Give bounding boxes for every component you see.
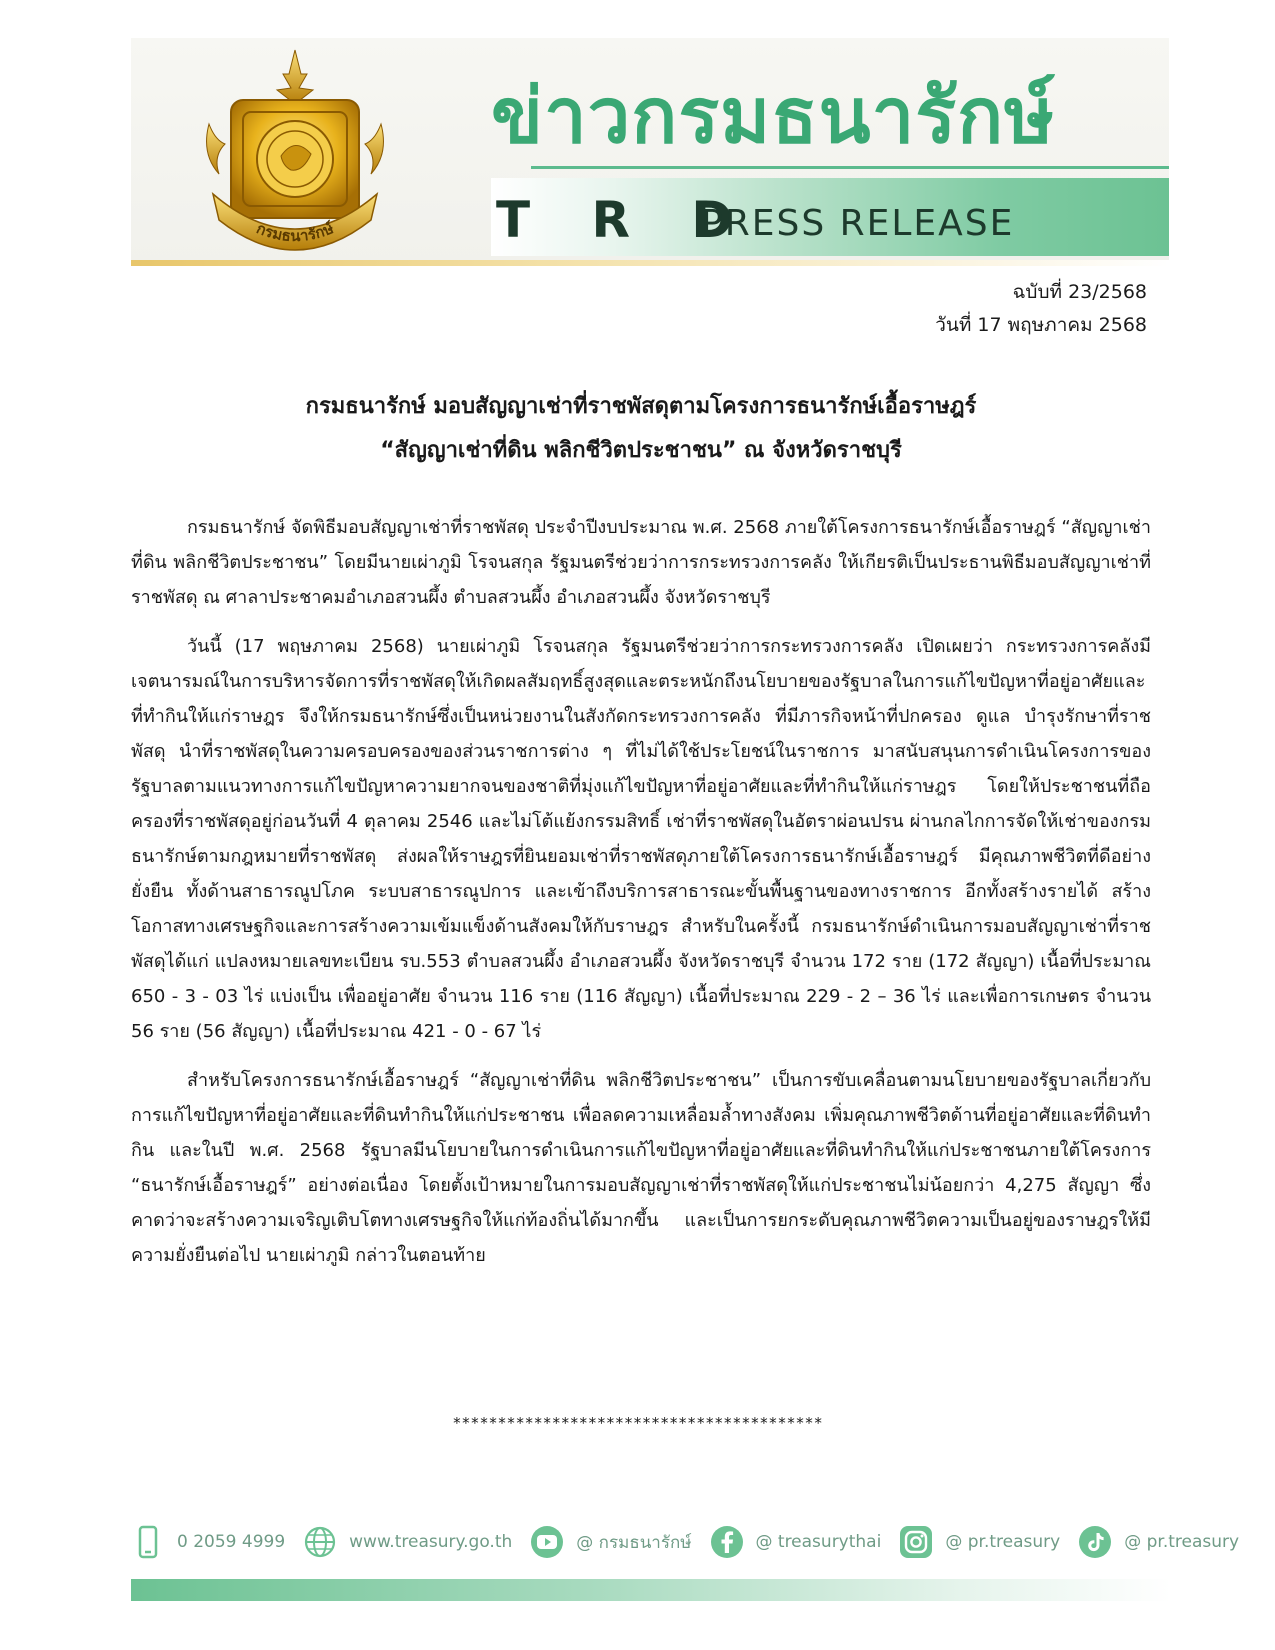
headline-line-1: กรมธนารักษ์ มอบสัญญาเช่าที่ราชพัสดุตามโครงการธนารักษ์เอื้อราษฎร์: [305, 394, 977, 419]
headline-line-2: “สัญญาเช่าที่ดิน พลิกชีวิตประชาชน” ณ จังหวัดราชบุรี: [380, 438, 902, 463]
instagram-handle: @ pr.treasury: [945, 1532, 1061, 1552]
footer-facebook[interactable]: [710, 1525, 882, 1559]
paragraph-1: กรมธนารักษ์ จัดพิธีมอบสัญญาเช่าที่ราชพัสดุ ประจำปีงบประมาณ พ.ศ. 2568 ภายใต้โครงการธนารักษ์เอื้อราษฎร์ “สัญญาเช่าที่ดิน พลิกชีวิตประชาชน” โดยมีนายเผ่าภูมิ โรจนสกุล รัฐมนตรีช่วยว่าการกระทรวงการคลัง ให้เกียรติเป็นประธานพิธีมอบสัญญาเช่าที่ราชพัสดุ ณ ศาลาประชาคมอำเภอสวนผึ้ง ตำบลสวนผึ้ง อำเภอสวนผึ้ง จังหวัดราชบุรี: [131, 517, 1151, 608]
issue-number: ฉบับที่ 23/2568: [1012, 281, 1147, 303]
end-separator: *****************************************: [452, 1414, 823, 1432]
phone-number: 0 2059 4999: [177, 1532, 286, 1552]
tiktok-icon: [1078, 1525, 1112, 1559]
footer-website[interactable]: [303, 1525, 512, 1559]
contact-footer: [131, 1520, 1240, 1564]
article-body: [131, 510, 1151, 1287]
banner-trd: T R D: [496, 191, 755, 249]
paragraph-3: สำหรับโครงการธนารักษ์เอื้อราษฎร์ “สัญญาเช่าที่ดิน พลิกชีวิตประชาชน” เป็นการขับเคลื่อนตามนโยบายของรัฐบาลเกี่ยวกับการแก้ไขปัญหาที่อยู่อาศัยและที่ดินทำกินให้แก่ประชาชน เพื่อลดความเหลื่อมล้ำทางสังคม เพิ่มคุณภาพชีวิตด้านที่อยู่อาศัยและที่ดินทำกิน และในปี พ.ศ. 2568 รัฐบาลมีนโยบายในการดำเนินการแก้ไขปัญหาที่อยู่อาศัยและที่ดินทำกินให้แก่ประชาชนภายใต้โครงการ “ธนารักษ์เอื้อราษฎร์” อย่างต่อเนื่อง โดยตั้งเป้าหมายในการมอบสัญญาเช่าที่ราชพัสดุให้แก่ประชาชนไม่น้อยกว่า 4,275 สัญญา ซึ่งคาดว่าจะสร้างความเจริญเติบโตทางเศรษฐกิจให้แก่ท้องถิ่นได้มากขึ้น และเป็นการยกระดับคุณภาพชีวิตความเป็นอยู่ของราษฎรให้มีความยั่งยืนต่อไป นายเผ่าภูมิ กล่าวในตอนท้าย: [131, 1070, 1151, 1266]
banner-rule: [531, 166, 1169, 169]
treasury-department-emblem: [195, 44, 395, 262]
footer-phone[interactable]: [131, 1525, 285, 1559]
youtube-icon: [530, 1525, 564, 1559]
youtube-handle: @ กรมธนารักษ์: [576, 1532, 692, 1553]
reference-block: [935, 276, 1147, 342]
banner-title-thai: ข่าวกรมธนารักษ์: [491, 71, 1056, 160]
globe-icon: [303, 1525, 337, 1559]
facebook-handle: @ treasurythai: [755, 1532, 882, 1552]
paragraph-2: วันนี้ (17 พฤษภาคม 2568) นายเผ่าภูมิ โรจนสกุล รัฐมนตรีช่วยว่าการกระทรวงการคลัง เปิดเผยว่า กระทรวงการคลังมีเจตนารมณ์ในการบริหารจัดการที่ราชพัสดุให้เกิดผลสัมฤทธิ์สูงสุดและตระหนักถึงนโยบายของรัฐบาลในการแก้ไขปัญหาที่อยู่อาศัยและที่ทำกินให้แก่ราษฎร จึงให้กรมธนารักษ์ซึ่งเป็นหน่วยงานในสังกัดกระทรวงการคลัง ที่มีภารกิจหน้าที่ปกครอง ดูแล บำรุงรักษาที่ราชพัสดุ นำที่ราชพัสดุในความครอบครองของส่วนราชการต่าง ๆ ที่ไม่ได้ใช้ประโยชน์ในราชการ มาสนับสนุนการดำเนินโครงการของรัฐบาลตามแนวทางการแก้ไขปัญหาความยากจนของชาติที่มุ่งแก้ไขปัญหาที่อยู่อาศัยและที่ทำกินให้แก่ราษฎร โดยให้ประชาชนที่ถือครองที่ราชพัสดุอยู่ก่อนวันที่ 4 ตุลาคม 2546 และไม่โต้แย้งกรรมสิทธิ์ เช่าที่ราชพัสดุในอัตราผ่อนปรน ผ่านกลไกการจัดให้เช่าของกรมธนารักษ์ตามกฎหมายที่ราชพัสดุ ส่งผลให้ราษฎรที่ยินยอมเช่าที่ราชพัสดุภายใต้โครงการธนารักษ์เอื้อราษฎร์ มีคุณภาพชีวิตที่ดีอย่างยั่งยืน ทั้งด้านสาธารณูปโภค ระบบสาธารณูปการ และเข้าถึงบริการสาธารณะขั้นพื้นฐานของทางราชการ อีกทั้งสร้างรายได้ สร้างโอกาสทางเศรษฐกิจและการสร้างความเข้มแข็งด้านสังคมให้กับราษฎร สำหรับในครั้งนี้ กรมธนารักษ์ดำเนินการมอบสัญญาเช่าที่ราชพัสดุได้แก่ แปลงหมายเลขทะเบียน รบ.553 ตำบลสวนผึ้ง อำเภอสวนผึ้ง จังหวัดราชบุรี จำนวน 172 ราย (172 สัญญา) เนื้อที่ประมาณ 650 - 3 - 03 ไร่ แบ่งเป็น เพื่ออยู่อาศัย จำนวน 116 ราย (116 สัญญา) เนื้อที่ประมาณ 229 - 2 – 36 ไร่ และเพื่อการเกษตร จำนวน 56 ราย (56 สัญญา) เนื้อที่ประมาณ 421 - 0 - 67 ไร่: [131, 636, 1151, 1042]
tiktok-handle: @ pr.treasury: [1124, 1532, 1240, 1552]
banner-press-release: PRESS RELEASE: [701, 203, 1015, 244]
footer-green-bar: [131, 1579, 1171, 1601]
facebook-icon: [710, 1525, 744, 1559]
footer-tiktok[interactable]: [1078, 1525, 1239, 1559]
emblem-ribbon-text: กรมธนารักษ์: [253, 219, 337, 246]
footer-instagram[interactable]: [899, 1525, 1060, 1559]
footer-youtube[interactable]: [530, 1525, 691, 1559]
issue-date: วันที่ 17 พฤษภาคม 2568: [935, 314, 1147, 336]
header-banner: [131, 38, 1169, 266]
instagram-icon: [899, 1525, 933, 1559]
phone-icon: [131, 1525, 165, 1559]
website-url: www.treasury.go.th: [349, 1532, 513, 1552]
